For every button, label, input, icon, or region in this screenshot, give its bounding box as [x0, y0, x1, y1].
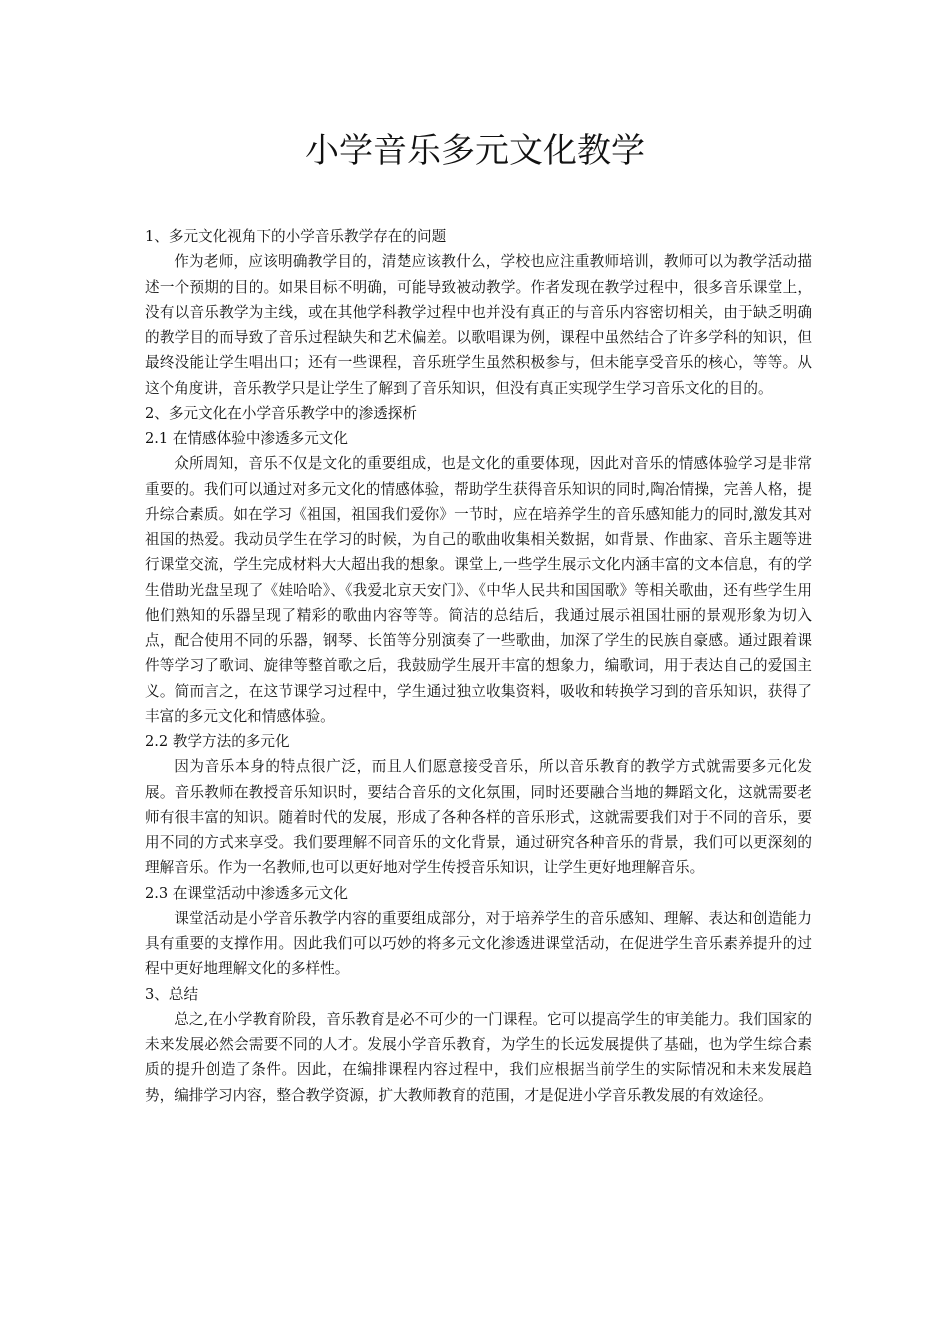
subsection-heading-2-2: 2.2 教学方法的多元化 — [145, 733, 290, 750]
section-1-paragraph: 作为老师，应该明确教学目的，清楚应该教什么，学校也应注重教师培训，教师可以为教学活动描述一个预期的目的。如果目标不明确，可能导致被动教学。作者发现在教学过程中，很多音乐课堂上，没有以音乐教学为主线，或在其他学科教学过程中也并没有真正的与音乐内容密切相关，由于缺乏明确的教学目的而导致了音乐过程缺失和艺术偏差。以歌唱课为例，课程中虽然结合了许多学科的知识，但最终没能让学生唱出口；还有一些课程，音乐班学生虽然积极参与，但未能享受音乐的核心，等等。从这个角度讲，音乐教学只是让学生了解到了音乐知识，但没有真正实现学生学习音乐文化的目的。 — [145, 253, 812, 397]
subsection-2-2-paragraph: 因为音乐本身的特点很广泛，而且人们愿意接受音乐，所以音乐教育的教学方式就需要多元化发展。音乐教师在教授音乐知识时，要结合音乐的文化氛围，同时还要融合当地的舞蹈文化，这就需要老师有很丰富的知识。随着时代的发展，形成了各种各样的音乐形式，这就需要我们对于不同的音乐，要用不同的方式来享受。我们要理解不同音乐的文化背景，通过研究各种音乐的背景，我们可以更深刻的理解音乐。作为一名教师,也可以更好地对学生传授音乐知识，让学生更好地理解音乐。 — [145, 758, 812, 877]
subsection-heading-2-1: 2.1 在情感体验中渗透多元文化 — [145, 430, 348, 447]
subsection-2-1-paragraph: 众所周知，音乐不仅是文化的重要组成，也是文化的重要体现，因此对音乐的情感体验学习是非常重要的。我们可以通过对多元文化的情感体验，帮助学生获得音乐知识的同时,陶冶情操，完善人格，提升综合素质。如在学习《祖国，祖国我们爱你》一节时，应在培养学生的音乐感知能力的同时,激发其对祖国的热爱。我动员学生在学习的时候，为自己的歌曲收集相关数据，如背景、作曲家、音乐主题等进行课堂交流，学生完成材料大大超出我的想象。课堂上,一些学生展示文化内涵丰富的文本信息，有的学生借助光盘呈现了《娃哈哈》、《我爱北京天安门》、《中华人民共和国国歌》等相关歌曲，还有些学生用他们熟知的乐器呈现了精彩的歌曲内容等等。简洁的总结后，我通过展示祖国壮丽的景观形象为切入点，配合使用不同的乐器，钢琴、长笛等分别演奏了一些歌曲，加深了学生的民族自豪感。通过跟着课件等学习了歌词、旋律等整首歌之后，我鼓励学生展开丰富的想象力，编歌词，用于表达自己的爱国主义。简而言之，在这节课学习过程中，学生通过独立收集资料，吸收和转换学习到的音乐知识，获得了丰富的多元文化和情感体验。 — [145, 455, 812, 725]
document-title: 小学音乐多元文化教学 — [305, 131, 645, 171]
section-heading-1: 1、多元文化视角下的小学音乐教学存在的问题 — [145, 228, 447, 245]
section-heading-2: 2、多元文化在小学音乐教学中的渗透探析 — [145, 404, 417, 422]
section-heading-3: 3、总结 — [145, 985, 199, 1003]
subsection-2-3-paragraph: 课堂活动是小学音乐教学内容的重要组成部分，对于培养学生的音乐感知、理解、表达和创造能力具有重要的支撑作用。因此我们可以巧妙的将多元文化渗透进课堂活动，在促进学生音乐素养提升的过程中更好地理解文化的多样性。 — [145, 909, 812, 978]
subsection-heading-2-3: 2.3 在课堂活动中渗透多元文化 — [145, 884, 348, 902]
document-body — [145, 224, 812, 1108]
section-3-paragraph: 总之,在小学教育阶段，音乐教育是必不可少的一门课程。它可以提高学生的审美能力。我们国家的未来发展必然会需要不同的人才。发展小学音乐教育，为学生的长远发展提供了基础，也为学生综合素质的提升创造了条件。因此，在编排课程内容过程中，我们应根据当前学生的实际情况和未来发展趋势，编排学习内容，整合教学资源，扩大教师教育的范围，才是促进小学音乐教发展的有效途径。 — [145, 1010, 812, 1104]
